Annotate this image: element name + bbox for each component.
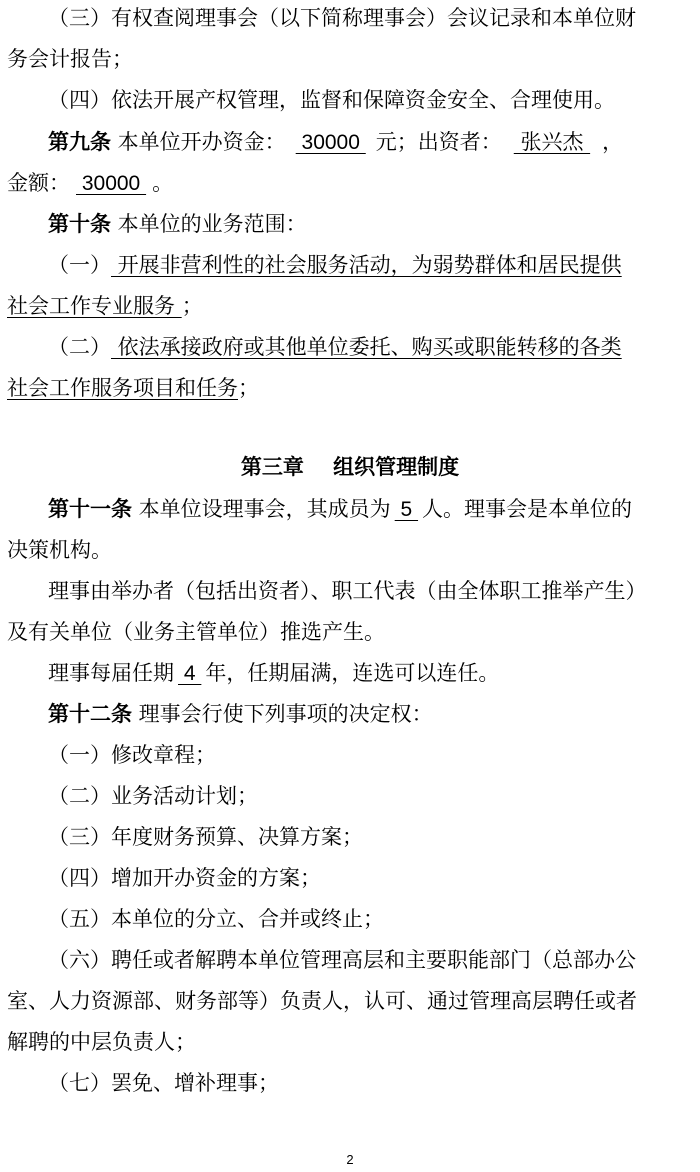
art12-text: 理事会行使下列事项的决定权：: [132, 702, 433, 726]
page-number: 2: [346, 1152, 354, 1167]
chapter-title: 第三章 组织管理制度: [240, 455, 460, 479]
art12-item-3: （三）年度财务预算、决算方案；: [48, 825, 363, 849]
art10-item2-end: ；: [238, 376, 259, 400]
art10-heading: [48, 209, 688, 239]
art12-item-5: （五）本单位的分立、合并或终止；: [48, 907, 384, 931]
art12-item-4: （四）增加开办资金的方案；: [48, 866, 321, 890]
art10-label: 第十条: [48, 212, 111, 236]
art12-item-7: （七）罢免、增补理事；: [48, 1071, 279, 1095]
art11-line1: [48, 494, 688, 524]
art9-label: 第九条: [48, 130, 111, 154]
art9-amount: 30000: [295, 131, 366, 154]
art11-p2-line2: 及有关单位（业务主管单位）推选产生。: [7, 620, 385, 644]
art11-members: 5: [394, 498, 419, 521]
art10-item1-line2: [7, 291, 687, 321]
art9-amount2: 30000: [76, 172, 147, 195]
art9-line2: [7, 168, 687, 198]
art10-item1-prefix: （一）: [48, 253, 111, 277]
art8-item4: （四）依法开展产权管理，监督和保障资金安全、合理使用。: [48, 88, 615, 112]
art10-item2-line2: [7, 373, 687, 403]
art12-item6-line1: （六）聘任或者解聘本单位管理高层和主要职能部门（总部办公: [48, 948, 636, 972]
art9-text1: 本单位开办资金：: [111, 130, 286, 154]
art9-funder: 张兴杰: [513, 130, 591, 154]
art11-p3: [48, 658, 688, 688]
art11-p3-a: 理事每届任期: [48, 661, 174, 685]
art12-item-2: （二）业务活动计划；: [48, 784, 258, 808]
art9-amount-label: 金额：: [7, 171, 70, 195]
art10-item1-line1: [48, 250, 688, 280]
art11-p3-b: 年，任期届满，连选可以连任。: [205, 661, 500, 685]
art12-item6-line3: 解聘的中层负责人；: [7, 1030, 196, 1054]
art9-line1: [48, 127, 688, 157]
art12-item6-line2: 室、人力资源部、财务部等）负责人，认可、通过管理高层聘任或者: [7, 989, 637, 1013]
art9-text2: 元；出资者：: [375, 130, 502, 154]
art11-text1: 本单位设理事会，其成员为: [132, 497, 391, 521]
art10-item1-text1: 开展非营利性的社会服务活动，为弱势群体和居民提供: [111, 253, 622, 277]
art9-text3: ，: [602, 130, 624, 154]
art12-label: 第十二条: [48, 702, 132, 726]
art11-term: 4: [178, 662, 202, 685]
art12-heading: [48, 699, 688, 729]
art10-item1-end: ；: [181, 294, 203, 318]
art11-label: 第十一条: [48, 497, 132, 521]
art10-text: 本单位的业务范围：: [111, 212, 307, 236]
art9-end: 。: [152, 171, 174, 195]
art8-item3-line2: 务会计报告；: [7, 47, 133, 71]
art10-item2-line1: [48, 332, 688, 362]
art10-item1-text2: 社会工作专业服务: [7, 294, 182, 318]
art11-line2: 决策机构。: [7, 538, 112, 562]
art11-text2: 人。理事会是本单位的: [422, 497, 633, 521]
art8-item3-line1: （三）有权查阅理事会（以下简称理事会）会议记录和本单位财: [48, 6, 636, 30]
art10-item2-text1: 依法承接政府或其他单位委托、购买或职能转移的各类: [111, 335, 622, 359]
art11-p2-line1: 理事由举办者（包括出资者）、职工代表（由全体职工推举产生）: [48, 579, 647, 603]
art10-item2-text2: 社会工作服务项目和任务: [7, 376, 238, 400]
art10-item2-prefix: （二）: [48, 335, 111, 359]
art12-item-1: （一）修改章程；: [48, 743, 216, 767]
